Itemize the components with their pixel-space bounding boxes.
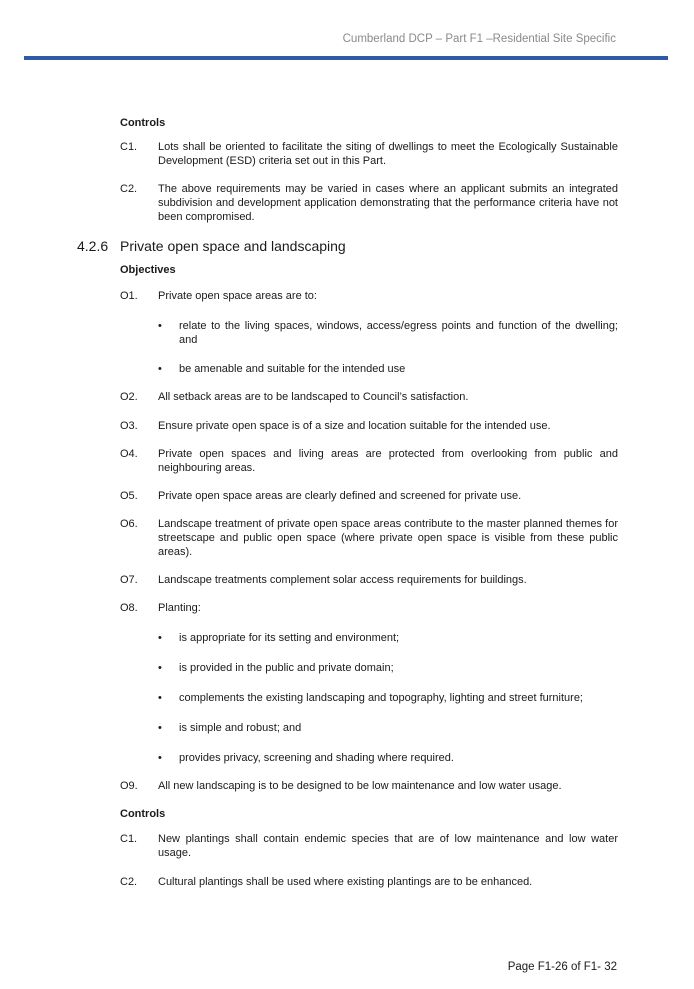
objective-item bbox=[120, 573, 618, 587]
control-text: Lots shall be oriented to facilitate the siting of dwellings to meet the Ecologically Sustainable Development (ESD) criteria set out in this Part. bbox=[158, 141, 618, 167]
bullet-icon: • bbox=[158, 752, 162, 764]
bullet-icon: • bbox=[158, 692, 162, 704]
section-number: 4.2.6 bbox=[77, 238, 109, 254]
control-text: Cultural plantings shall be used where existing plantings are to be enhanced. bbox=[158, 876, 533, 888]
section-heading bbox=[77, 238, 346, 254]
objective-label: O2. bbox=[120, 391, 138, 403]
controls-heading: Controls bbox=[120, 808, 166, 820]
objective-label: O5. bbox=[120, 490, 138, 502]
bullet-text: relate to the living spaces, windows, access/egress points and function of the dwelling; and bbox=[179, 320, 618, 346]
objective-label: O9. bbox=[120, 780, 138, 792]
objective-item bbox=[120, 289, 618, 303]
objective-item bbox=[120, 419, 618, 433]
header-title: Cumberland DCP – Part F1 –Residential Site Specific bbox=[342, 33, 616, 45]
control-item bbox=[120, 875, 618, 889]
objective-text: Private open spaces and living areas are protected from overlooking from public and neighbouring areas. bbox=[158, 448, 618, 474]
page-number: Page F1-26 of F1- 32 bbox=[507, 961, 617, 973]
bullet-item bbox=[158, 319, 618, 347]
control-item bbox=[120, 140, 618, 168]
header-rule bbox=[24, 56, 668, 60]
control-label: C1. bbox=[120, 833, 138, 845]
objective-text: Landscape treatment of private open space areas contribute to the master planned themes for streetscape and public open space (where private open space is visible from these public areas). bbox=[158, 518, 618, 558]
bullet-icon: • bbox=[158, 722, 162, 734]
objective-label: O7. bbox=[120, 574, 138, 586]
objective-text: Private open space areas are clearly defined and screened for private use. bbox=[158, 490, 522, 502]
objective-item bbox=[120, 601, 618, 615]
control-item bbox=[120, 182, 618, 224]
objective-item bbox=[120, 390, 618, 404]
objective-text: Landscape treatments complement solar access requirements for buildings. bbox=[158, 574, 527, 586]
control-label: C2. bbox=[120, 876, 138, 888]
bullet-icon: • bbox=[158, 632, 162, 644]
controls-heading: Controls bbox=[120, 117, 166, 129]
bullet-icon: • bbox=[158, 320, 162, 332]
control-label: C2. bbox=[120, 183, 138, 195]
objective-text: All setback areas are to be landscaped to Council’s satisfaction. bbox=[158, 391, 469, 403]
objective-label: O6. bbox=[120, 518, 138, 530]
control-text: The above requirements may be varied in cases where an applicant submits an integrated subdivision and development application demonstrating that the performance criteria have not been compromised. bbox=[158, 183, 618, 223]
objective-text: All new landscaping is to be designed to be low maintenance and low water usage. bbox=[158, 780, 562, 792]
control-item bbox=[120, 832, 618, 860]
bullet-text: is provided in the public and private domain; bbox=[179, 662, 394, 674]
bullet-text: is appropriate for its setting and environment; bbox=[179, 632, 400, 644]
objective-text: Planting: bbox=[158, 602, 201, 614]
bullet-item bbox=[158, 631, 618, 645]
objective-label: O8. bbox=[120, 602, 138, 614]
objective-text: Ensure private open space is of a size and location suitable for the intended use. bbox=[158, 420, 551, 432]
objective-text: Private open space areas are to: bbox=[158, 290, 317, 302]
bullet-item bbox=[158, 691, 618, 705]
objective-label: O1. bbox=[120, 290, 138, 302]
objective-item bbox=[120, 489, 618, 503]
bullet-icon: • bbox=[158, 363, 162, 375]
control-text: New plantings shall contain endemic species that are of low maintenance and low water usage. bbox=[158, 833, 618, 859]
objective-item bbox=[120, 517, 618, 559]
control-label: C1. bbox=[120, 141, 138, 153]
objective-label: O3. bbox=[120, 420, 138, 432]
bullet-item bbox=[158, 721, 618, 735]
bullet-item bbox=[158, 661, 618, 675]
objectives-heading: Objectives bbox=[120, 264, 176, 276]
bullet-item bbox=[158, 751, 618, 765]
bullet-text: complements the existing landscaping and topography, lighting and street furniture; bbox=[179, 692, 583, 704]
objective-label: O4. bbox=[120, 448, 138, 460]
bullet-icon: • bbox=[158, 662, 162, 674]
objective-item bbox=[120, 447, 618, 475]
bullet-text: provides privacy, screening and shading where required. bbox=[179, 752, 454, 764]
section-title: Private open space and landscaping bbox=[120, 238, 346, 254]
bullet-text: is simple and robust; and bbox=[179, 722, 302, 734]
bullet-text: be amenable and suitable for the intended use bbox=[179, 363, 406, 375]
bullet-item bbox=[158, 362, 618, 376]
objective-item bbox=[120, 779, 618, 793]
